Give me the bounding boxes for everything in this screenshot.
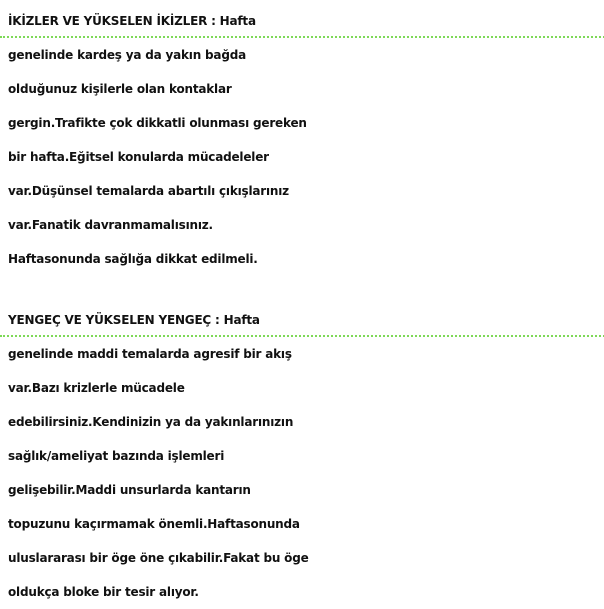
text-line: topuzunu kaçırmamak önemli.Haftasonunda <box>8 517 300 531</box>
text-line: gelişebilir.Maddi unsurlarda kantarın <box>8 483 251 497</box>
text-line: olduğunuz kişilerle olan kontaklar <box>8 82 232 96</box>
text-line: oldukça bloke bir tesir alıyor. <box>8 585 199 599</box>
text-line: bir hafta.Eğitsel konularda mücadeleler <box>8 150 269 164</box>
text-line: uluslararası bir öge öne çıkabilir.Fakat bu öge <box>8 551 309 565</box>
text-line: genelinde kardeş ya da yakın bağda <box>8 48 246 62</box>
text-line: gergin.Trafikte çok dikkatli olunması gereken <box>8 116 307 130</box>
section-heading-cancer: YENGEÇ VE YÜKSELEN YENGEÇ : Hafta <box>8 303 600 337</box>
text-line: Haftasonunda sağlığa dikkat edilmeli. <box>8 252 258 266</box>
section-cancer <box>8 303 600 609</box>
text-line: var.Fanatik davranmamalısınız. <box>8 218 213 232</box>
section-gemini <box>8 4 600 276</box>
text-line: var.Düşünsel temalarda abartılı çıkışlarınız <box>8 184 289 198</box>
text-line: edebilirsiniz.Kendinizin ya da yakınlarınızın <box>8 415 294 429</box>
section-heading-gemini: İKİZLER VE YÜKSELEN İKİZLER : Hafta <box>8 4 600 38</box>
text-line: genelinde maddi temalarda agresif bir akış <box>8 347 292 361</box>
text-line: var.Bazı krizlerle mücadele <box>8 381 185 395</box>
text-line: sağlık/ameliyat bazında işlemleri <box>8 449 225 463</box>
